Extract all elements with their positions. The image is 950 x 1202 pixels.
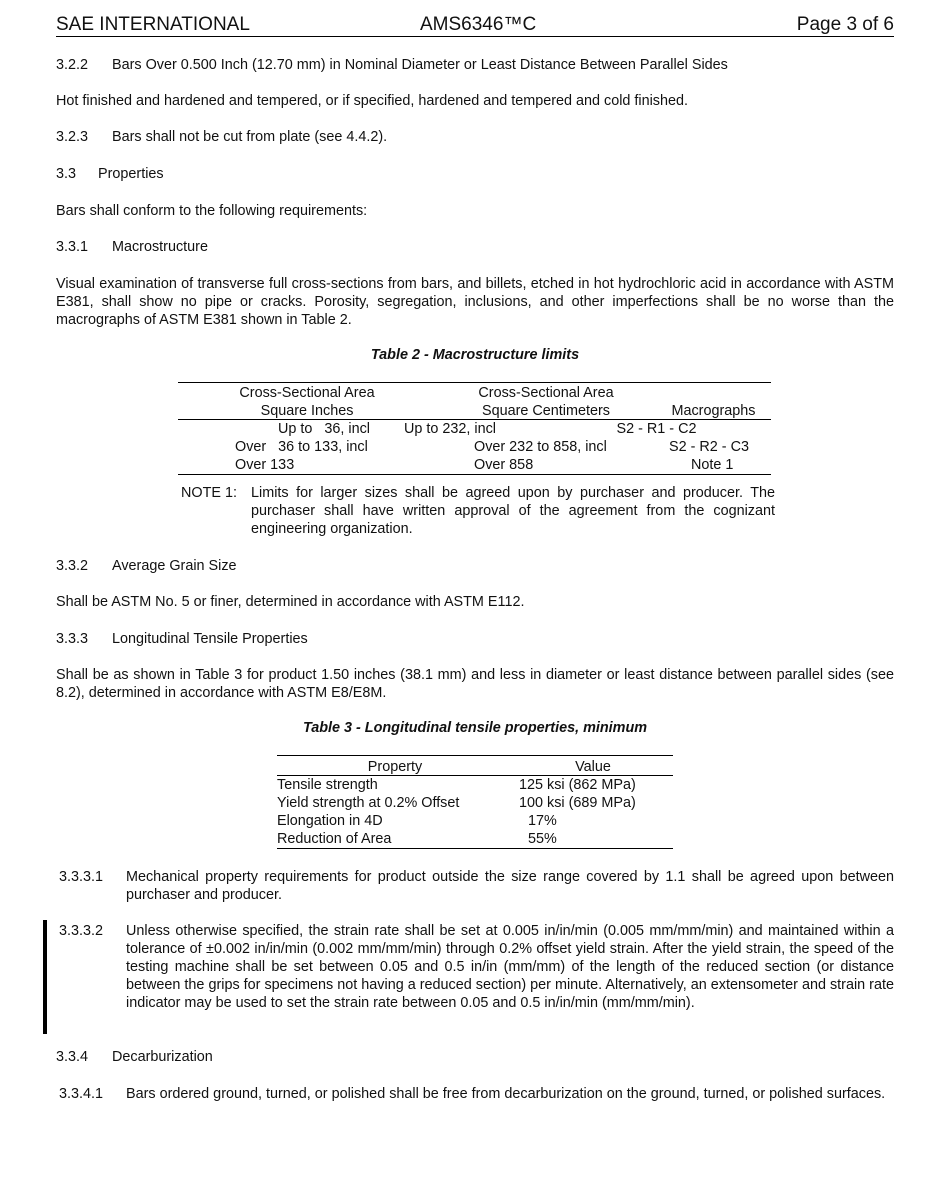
table-2-note-text: Limits for larger sizes shall be agreed upon by purchaser and producer. The purchaser shall have written approval of the agreement from the cognizant engineering organization.	[251, 485, 775, 537]
table-3-header-property: Property	[367, 759, 423, 775]
table-2-top-rule	[178, 382, 771, 383]
table-2-caption: Table 2 - Macrostructure limits	[370, 347, 580, 363]
section-3-2-2-heading	[56, 56, 728, 74]
table-2-cell-macro: S2 - R1 - C2	[616, 421, 697, 437]
header-doc-number: AMS6346™C	[420, 14, 537, 35]
section-text: Bars shall not be cut from plate (see 4.4.2).	[112, 129, 388, 145]
table-2	[178, 384, 771, 420]
section-3-2-3	[56, 128, 387, 146]
header-page-number: Page 3 of 6	[796, 14, 894, 35]
section-3-3-4-heading	[56, 1048, 213, 1066]
table-2-row-2-macro: S2 - R2 - C3	[669, 439, 749, 455]
table-2-bottom-rule	[178, 474, 771, 475]
table-2-row-3-cm: Over 858	[474, 457, 534, 473]
table-2-row-2-in: Over 36 to 133, incl	[235, 439, 368, 455]
section-3-3-3-1-text: Mechanical property requirements for product outside the size range covered by 1.1 shall be agreed upon between purchaser and producer.	[126, 869, 894, 903]
table-3-row-3-property: Elongation in 4D	[277, 813, 383, 829]
table-3-row-2-property: Yield strength at 0.2% Offset	[277, 795, 460, 811]
section-number: 3.3.1	[56, 239, 89, 255]
table-3-caption: Table 3 - Longitudinal tensile properties, minimum	[302, 720, 648, 736]
revision-change-bar	[43, 920, 47, 1034]
section-number: 3.3.2	[56, 558, 89, 574]
section-3-3-1-heading	[56, 238, 208, 256]
table-2-cell-in: Up to 36, incl	[278, 421, 370, 437]
table-3-row-4-value: 55%	[528, 831, 557, 847]
table-3-row-4-property: Reduction of Area	[277, 831, 392, 847]
section-3-3-body: Bars shall conform to the following requirements:	[56, 203, 368, 219]
table-3-row-3-value: 17%	[528, 813, 557, 829]
section-number: 3.2.3	[56, 129, 89, 145]
section-3-2-2-body: Hot finished and hardened and tempered, or if specified, hardened and tempered and cold finished.	[56, 93, 689, 109]
table-2-header-in-2: Square Inches	[260, 403, 354, 419]
section-3-3-2-body: Shall be ASTM No. 5 or finer, determined in accordance with ASTM E112.	[56, 594, 525, 610]
table-3-bottom-rule	[277, 848, 673, 849]
section-3-3-3-heading	[56, 630, 308, 648]
table-2-body	[178, 420, 771, 438]
header-org: SAE INTERNATIONAL	[56, 14, 250, 35]
table-2-cell-cm: Up to 232, incl	[404, 421, 496, 437]
section-number: 3.2.2	[56, 57, 89, 73]
table-2-header-cm-1: Cross-Sectional Area	[478, 385, 614, 401]
section-3-3-2-heading	[56, 557, 237, 575]
table-2-row-3-in: Over 133	[235, 457, 295, 473]
table-2-header-macro: Macrographs	[671, 403, 756, 419]
header-rule	[56, 36, 894, 37]
section-title: Macrostructure	[112, 239, 208, 255]
section-number: 3.3.4	[56, 1049, 89, 1065]
section-3-3-4-1-number: 3.3.4.1	[59, 1086, 104, 1102]
table-2-note-label: NOTE 1:	[181, 485, 237, 501]
table-2-header-in-1: Cross-Sectional Area	[239, 385, 375, 401]
section-3-3-3-2-text: Unless otherwise specified, the strain rate shall be set at 0.005 in/in/min (0.005 mm/mm/min) and maintained within a tolerance of ±0.002 in/in/min (0.002 mm/mm/min) through 0.2% offset yield strain. After the yield strain, the speed of the testing machine shall be set between 0.05 and 0.5 in/in (mm/mm) of the length of the reduced section (or distance between the grips for specimens not having a reduced section) per minute. Alternatively, an extensometer and strain rate indicator may be used to set the strain rate between 0.05 and 0.5 in/in/min (mm/mm/min).	[126, 923, 894, 1011]
section-3-3-1-body: Visual examination of transverse full cross-sections from bars, and billets, etched in hot hydrochloric acid in accordance with ASTM E381, shall show no pipe or cracks. Porosity, segregation, inclusions, and other imperfections shall be no worse than the macrographs of ASTM E381 shown in Table 2.	[56, 276, 894, 328]
table-2-header-cm-2: Square Centimeters	[482, 403, 610, 419]
table-3-row-1-property: Tensile strength	[277, 777, 378, 793]
section-number: 3.3	[56, 166, 77, 182]
table-2-row-3-macro: Note 1	[691, 457, 734, 473]
table-3-row-2-value: 100 ksi (689 MPa)	[519, 795, 636, 811]
table-3-row-1-value: 125 ksi (862 MPa)	[519, 777, 636, 793]
table-3-header-value: Value	[575, 759, 611, 775]
section-3-3-3-2-number: 3.3.3.2	[59, 923, 104, 939]
section-3-3-4-1-text: Bars ordered ground, turned, or polished shall be free from decarburization on the ground, turned, or polished surfaces.	[126, 1086, 886, 1102]
section-title: Decarburization	[112, 1049, 213, 1065]
section-3-3-heading	[56, 165, 164, 183]
section-title: Longitudinal Tensile Properties	[112, 631, 308, 647]
section-number: 3.3.3	[56, 631, 89, 647]
table-3-top-rule	[277, 755, 673, 756]
section-title: Average Grain Size	[112, 558, 237, 574]
table-2-row-2-cm: Over 232 to 858, incl	[474, 439, 607, 455]
section-title: Properties	[98, 166, 164, 182]
section-title: Bars Over 0.500 Inch (12.70 mm) in Nominal Diameter or Least Distance Between Parallel Sides	[112, 57, 728, 73]
table-row	[178, 420, 771, 438]
section-3-3-3-1-number: 3.3.3.1	[59, 869, 104, 885]
section-3-3-3-body: Shall be as shown in Table 3 for product 1.50 inches (38.1 mm) and less in diameter or least distance between parallel sides (see 8.2), determined in accordance with ASTM E8/E8M.	[56, 667, 894, 701]
